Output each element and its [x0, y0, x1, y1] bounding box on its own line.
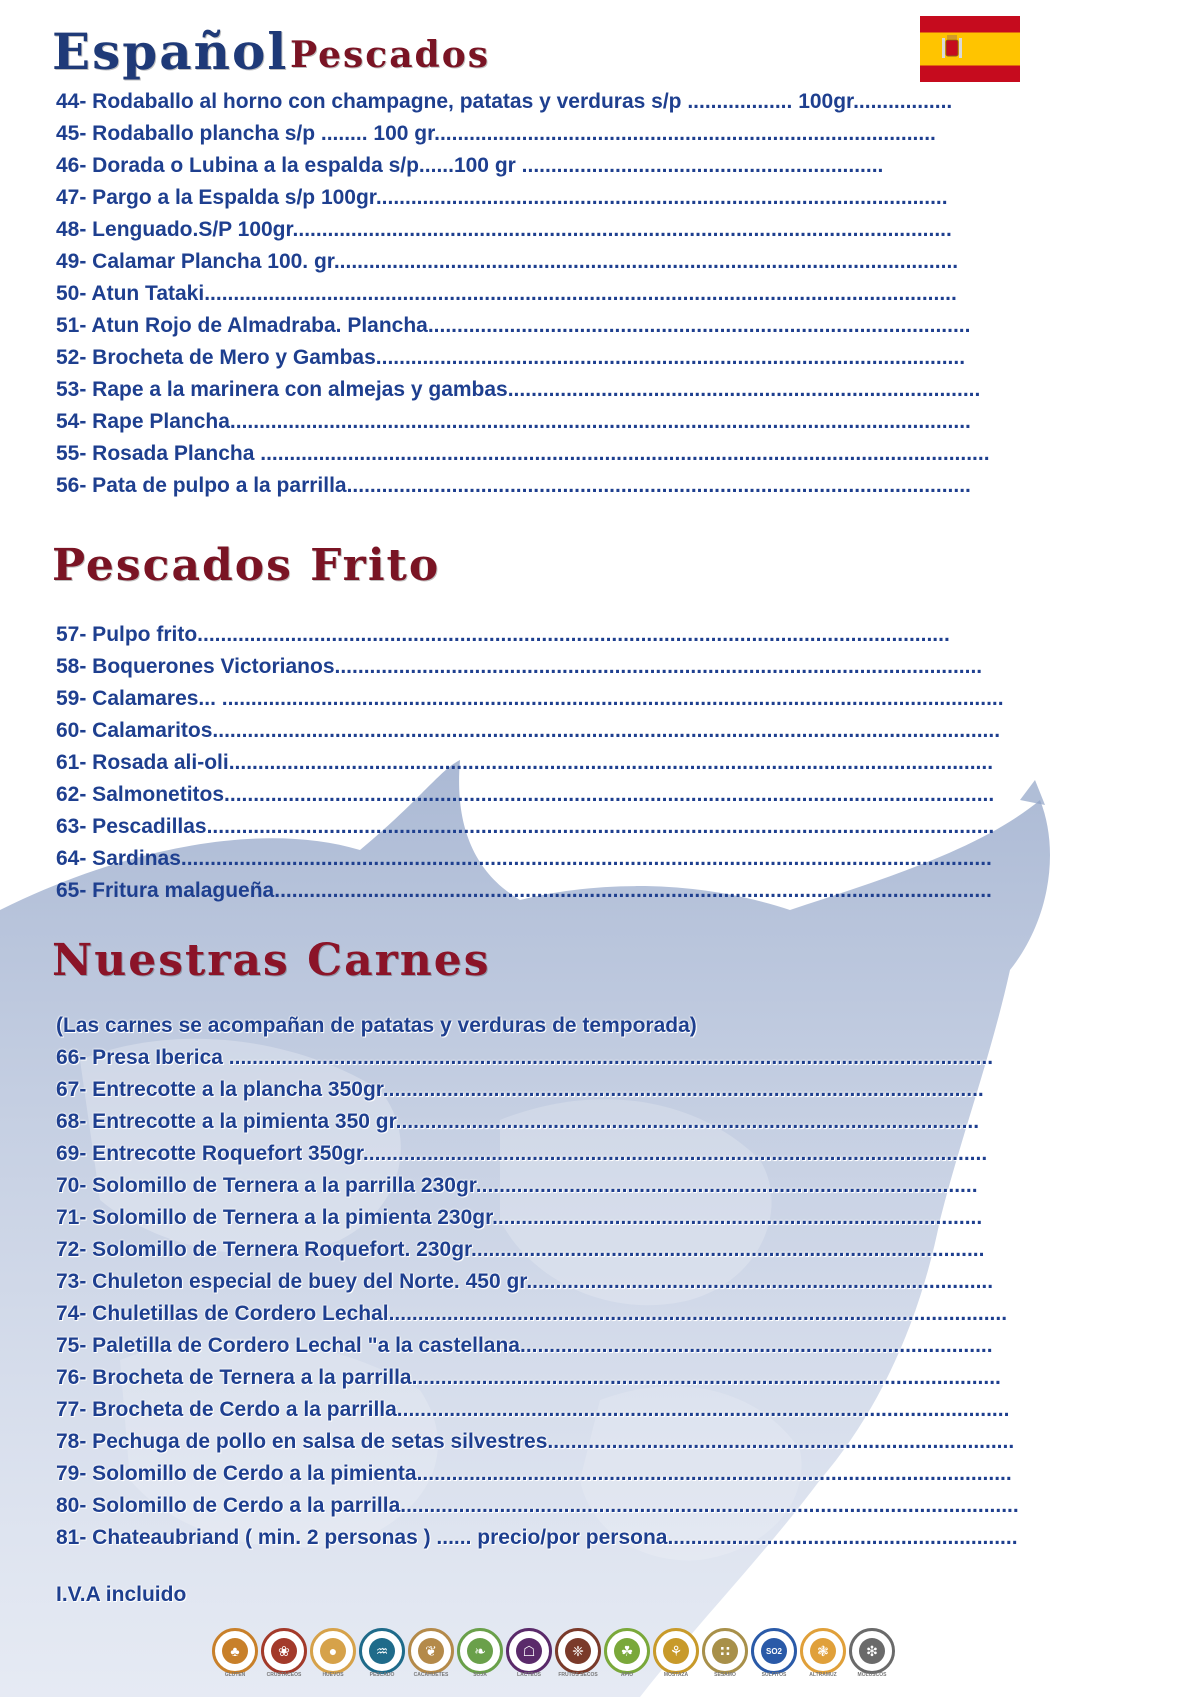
crustacean-icon [261, 1628, 307, 1678]
list-item: 52- Brocheta de Mero y Gambas..................................................................................................... [56, 346, 966, 369]
wheat-icon-glyph: ♣ [222, 1638, 248, 1664]
soy-icon-glyph: ❧ [467, 1638, 493, 1664]
list-item: 56- Pata de pulpo a la parrilla........................................................................................................... [56, 474, 971, 497]
list-item: 80- Solomillo de Cerdo a la parrilla.......................................................................................................... [56, 1494, 1019, 1517]
list-item: 75- Paletilla de Cordero Lechal "a la castellana................................................................................. [56, 1334, 993, 1357]
allergen-icon-row [212, 1628, 895, 1680]
meat-heading: Nuestras Carnes [52, 935, 491, 986]
list-item: 78- Pechuga de pollo en salsa de setas silvestres................................................................................ [56, 1430, 1015, 1453]
sulphite-icon [751, 1628, 797, 1678]
list-item: 60- Calamaritos....................................................................................................................................... [56, 719, 1001, 742]
list-item: 58- Boquerones Victorianos............................................................................................................... [56, 655, 983, 678]
list-item: 67- Entrecotte a la plancha 350gr....................................................................................................... [56, 1078, 984, 1101]
fried-fish-heading: Pescados Frito [52, 540, 441, 591]
list-item: 61- Rosada ali-oli................................................................................................................................... [56, 751, 994, 774]
spain-flag-icon [920, 16, 1020, 82]
fish-heading: Pescados [290, 34, 490, 76]
lupin-icon [800, 1628, 846, 1678]
egg-icon-glyph: ● [320, 1638, 346, 1664]
milk-icon [506, 1628, 552, 1678]
list-item: 72- Solomillo de Ternera Roquefort. 230gr........................................................................................ [56, 1238, 985, 1261]
list-item: 57- Pulpo frito................................................................................................................................. [56, 623, 950, 646]
nut-icon [555, 1628, 601, 1678]
milk-icon-glyph: ☖ [516, 1638, 542, 1664]
allergen-label: SESAMO [714, 1672, 736, 1678]
wheat-icon [212, 1628, 258, 1678]
peanut-icon [408, 1628, 454, 1678]
peanut-icon-glyph: ❦ [418, 1638, 444, 1664]
allergen-label: GLUTEN [224, 1672, 246, 1678]
meat-side-note: (Las carnes se acompañan de patatas y verduras de temporada) [56, 1014, 697, 1037]
list-item: 68- Entrecotte a la pimienta 350 gr.................................................................................................... [56, 1110, 980, 1133]
list-item: 47- Pargo a la Espalda s/p 100gr.................................................................................................. [56, 186, 948, 209]
celery-icon [604, 1628, 650, 1678]
list-item: 54- Rape Plancha............................................................................................................................... [56, 410, 971, 433]
allergen-label: FRUTOS SECOS [558, 1672, 598, 1678]
list-item: 59- Calamares... ...................................................................................................................................... [56, 687, 1004, 710]
soy-icon [457, 1628, 503, 1678]
list-item: 77- Brocheta de Cerdo a la parrilla......................................................................................................... [56, 1398, 1010, 1421]
list-item: 55- Rosada Plancha ............................................................................................................................. [56, 442, 990, 465]
list-item: 70- Solomillo de Ternera a la parrilla 230gr...................................................................................... [56, 1174, 978, 1197]
allergen-label: APIO [620, 1672, 634, 1678]
fish-icon [359, 1628, 405, 1678]
list-item: 53- Rape a la marinera con almejas y gambas................................................................................. [56, 378, 981, 401]
list-item: 46- Dorada o Lubina a la espalda s/p......100 gr .............................................................. [56, 154, 884, 177]
list-item: 62- Salmonetitos.................................................................................................................................... [56, 783, 995, 806]
fish-icon-glyph: ♒ [369, 1638, 395, 1664]
language-heading: Español [52, 22, 289, 81]
list-item: 73- Chuleton especial de buey del Norte. 450 gr................................................................................ [56, 1270, 994, 1293]
allergen-label: LACTEOS [517, 1672, 541, 1678]
list-item: 71- Solomillo de Ternera a la pimienta 230gr.................................................................................... [56, 1206, 983, 1229]
meat-list [56, 1042, 1026, 1554]
allergen-label: CRUSTACEOS [266, 1672, 302, 1678]
sesame-icon-glyph: ∷ [712, 1638, 738, 1664]
list-item: 76- Brocheta de Ternera a la parrilla..................................................................................................... [56, 1366, 1001, 1389]
fish-list [56, 86, 1026, 502]
list-item: 48- Lenguado.S/P 100gr................................................................................................................. [56, 218, 952, 241]
mollusc-icon-glyph: ❇ [859, 1638, 885, 1664]
allergen-label: ALTRAMUZ [809, 1672, 837, 1678]
tax-included-note: I.V.A incluido [56, 1583, 187, 1606]
fried-fish-list [56, 619, 1026, 907]
allergen-label: PESCADO [369, 1672, 395, 1678]
list-item: 45- Rodaballo plancha s/p ........ 100 gr...................................................................................... [56, 122, 936, 145]
list-item: 81- Chateaubriand ( min. 2 personas ) ...... precio/por persona............................................................ [56, 1526, 1018, 1549]
list-item: 64- Sardinas........................................................................................................................................... [56, 847, 992, 870]
egg-icon [310, 1628, 356, 1678]
mollusc-icon [849, 1628, 895, 1678]
sulphite-icon-glyph: SO2 [761, 1638, 787, 1664]
list-item: 65- Fritura malagueña........................................................................................................................... [56, 879, 992, 902]
mustard-icon-glyph: ⚘ [663, 1638, 689, 1664]
list-item: 49- Calamar Plancha 100. gr........................................................................................................... [56, 250, 959, 273]
allergen-label: HUEVOS [322, 1672, 344, 1678]
allergen-label: SULFITOS [761, 1672, 787, 1678]
list-item: 63- Pescadillas....................................................................................................................................... [56, 815, 995, 838]
crustacean-icon-glyph: ❀ [271, 1638, 297, 1664]
allergen-label: CACAHUETES [413, 1672, 449, 1678]
mustard-icon [653, 1628, 699, 1678]
allergen-label: MOLUSCOS [857, 1672, 887, 1678]
list-item: 50- Atun Tataki................................................................................................................................. [56, 282, 957, 305]
allergen-label: MOSTAZA [663, 1672, 689, 1678]
celery-icon-glyph: ☘ [614, 1638, 640, 1664]
allergen-label: SOJA [473, 1672, 487, 1678]
list-item: 69- Entrecotte Roquefort 350gr........................................................................................................... [56, 1142, 988, 1165]
list-item: 51- Atun Rojo de Almadraba. Plancha............................................................................................. [56, 314, 971, 337]
list-item: 66- Presa Iberica ................................................................................................................................... [56, 1046, 994, 1069]
nut-icon-glyph: ❈ [565, 1638, 591, 1664]
list-item: 79- Solomillo de Cerdo a la pimienta...................................................................................................... [56, 1462, 1012, 1485]
sesame-icon [702, 1628, 748, 1678]
lupin-icon-glyph: ❃ [810, 1638, 836, 1664]
list-item: 44- Rodaballo al horno con champagne, patatas y verduras s/p .................. 100gr................. [56, 90, 953, 113]
list-item: 74- Chuletillas de Cordero Lechal.......................................................................................................... [56, 1302, 1008, 1325]
